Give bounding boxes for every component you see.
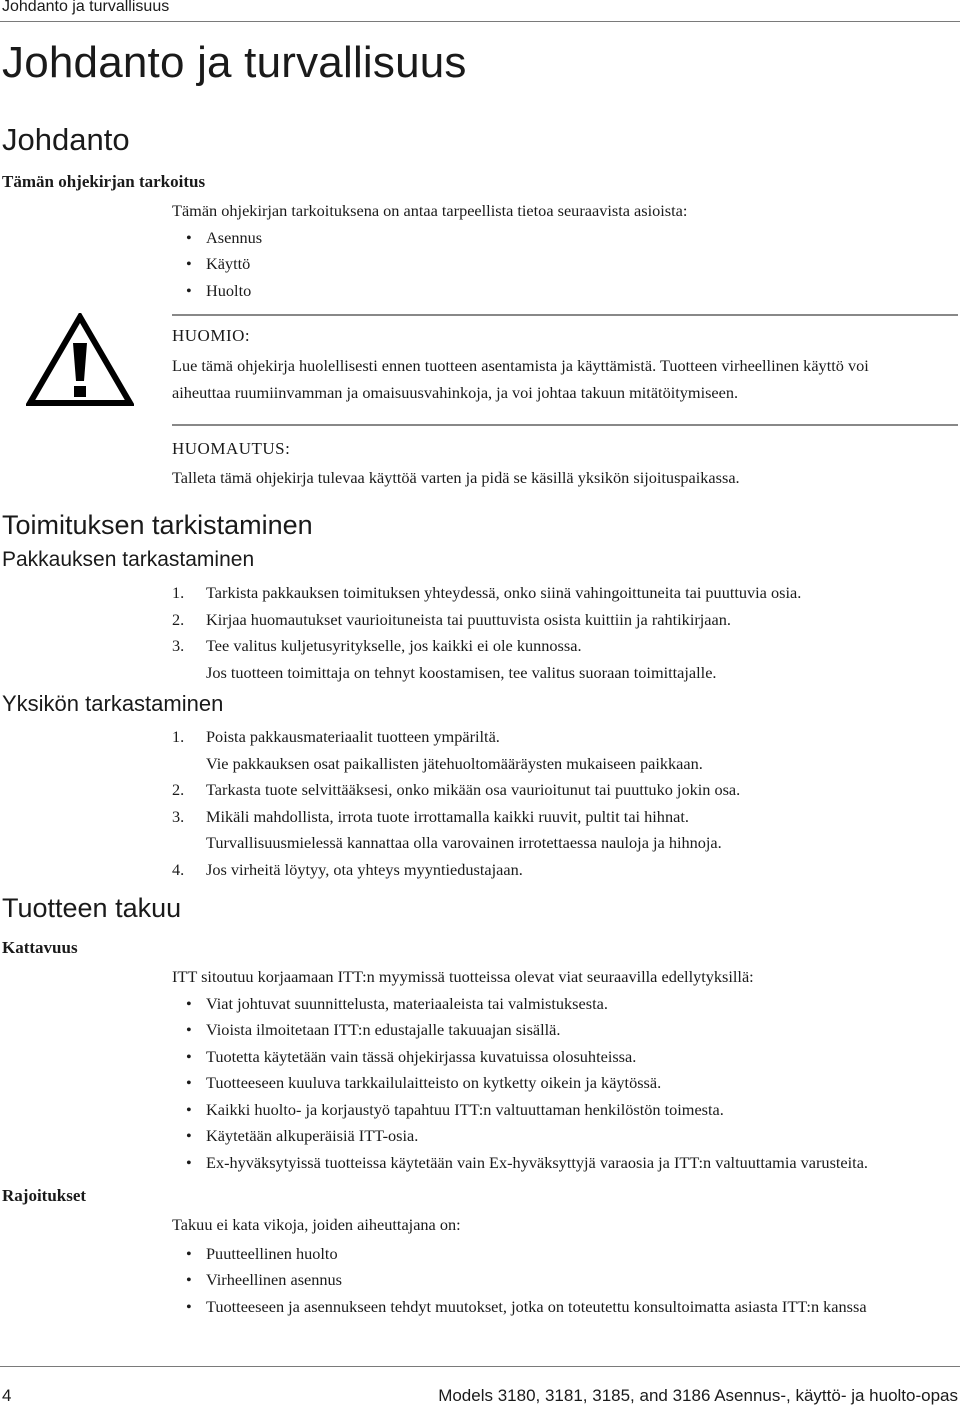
page-title: Johdanto ja turvallisuus xyxy=(2,38,467,87)
step-number: 3. xyxy=(172,806,185,826)
list-item xyxy=(172,660,958,687)
list-item xyxy=(172,580,958,607)
list-item xyxy=(172,724,958,751)
limits-list xyxy=(172,1241,958,1321)
subheading-purpose: Tämän ohjekirjan tarkoitus xyxy=(2,172,206,191)
page-number: 4 xyxy=(2,1386,12,1405)
caution-line: Lue tämä ohjekirja huolellisesti ennen tuotteen asentamista ja käyttämistä. Tuotteen virheellinen käyttö voi xyxy=(172,356,869,375)
list-item: • Puutteellinen huolto xyxy=(172,1241,958,1268)
step-text: Tarkasta tuote selvittääksesi, onko mikään osa vaurioitunut tai puuttuko jokin osa. xyxy=(206,780,741,799)
subheading-coverage: Kattavuus xyxy=(2,938,78,957)
step-number: 1. xyxy=(172,727,185,746)
limits-text: Takuu ei kata vikoja, joiden aiheuttajana on: xyxy=(172,1215,461,1234)
list-item xyxy=(172,830,958,857)
step-text: Mikäli mahdollista, irrota tuote irrottamalla kaikki ruuvit, pultit tai hihnat. xyxy=(206,806,689,826)
list-item xyxy=(172,804,958,831)
step-number: 2. xyxy=(172,609,185,629)
step-text: Kirjaa huomautukset vaurioituneista tai puuttuvista osista kuittiin ja rahtikirjaan. xyxy=(206,609,731,629)
purpose-list xyxy=(172,225,952,305)
coverage-list xyxy=(172,991,958,1177)
limits-block xyxy=(172,1212,958,1320)
step-text: Poista pakkausmateriaalit tuotteen ympäriltä. xyxy=(206,727,500,746)
step-number: 1. xyxy=(172,583,185,602)
caution-top-rule xyxy=(172,314,958,316)
note-text: Talleta tämä ohjekirja tulevaa käyttöä varten ja pidä se käsillä yksikön sijoituspaikassa. xyxy=(172,468,740,487)
step-text: Tee valitus kuljetusyritykselle, jos kaikki ei ole kunnossa. xyxy=(206,636,582,655)
list-item: • Virheellinen asennus xyxy=(172,1267,958,1294)
running-header: Johdanto ja turvallisuus xyxy=(2,0,170,15)
subheading-limits: Rajoitukset xyxy=(2,1186,87,1205)
subheading-unit: Yksikön tarkastaminen xyxy=(2,691,224,716)
header-rule xyxy=(0,21,960,22)
caution-line: aiheuttaa ruumiinvamman ja omaisuusvahinkoja, ja voi johtaa takuun mitätöitymiseen. xyxy=(172,382,739,402)
list-item: • Huolto xyxy=(172,278,952,305)
step-text: Jos virheitä löytyy, ota yhteys myyntiedustajaan. xyxy=(206,859,523,879)
list-item: • Tuotteeseen ja asennukseen tehdyt muutokset, jotka on toteutettu konsultoimatta asiasta ITT:n kanssa xyxy=(172,1294,958,1321)
subheading-package: Pakkauksen tarkastaminen xyxy=(2,548,255,571)
footer-rule xyxy=(0,1366,960,1367)
list-item: • Vioista ilmoitetaan ITT:n edustajalle takuuajan sisällä. xyxy=(172,1017,958,1044)
caution-text xyxy=(172,353,958,406)
list-item: • Viat johtuvat suunnittelusta, materiaaleista tai valmistuksesta. xyxy=(172,991,958,1018)
list-item xyxy=(172,633,958,660)
package-steps xyxy=(172,580,958,686)
note-title: HUOMAUTUS: xyxy=(172,439,291,458)
list-item: • Käytetään alkuperäisiä ITT-osia. xyxy=(172,1123,958,1150)
step-text: Jos tuotteen toimittaja on tehnyt koostamisen, tee valitus suoraan toimittajalle. xyxy=(206,662,717,682)
step-number: 4. xyxy=(172,859,185,879)
list-item: • Kaikki huolto- ja korjaustyö tapahtuu ITT:n valtuuttaman henkilöstön toimesta. xyxy=(172,1097,958,1124)
list-item xyxy=(172,777,958,804)
step-number: 3. xyxy=(172,636,185,655)
section-heading-intro: Johdanto xyxy=(2,122,130,157)
step-number: 2. xyxy=(172,780,185,799)
section-heading-delivery: Toimituksen tarkistaminen xyxy=(2,510,313,540)
step-text: Vie pakkauksen osat paikallisten jätehuoltomääräysten mukaiseen paikkaan. xyxy=(206,753,703,773)
list-item: • Käyttö xyxy=(172,251,952,278)
list-item: • Ex-hyväksytyissä tuotteissa käytetään vain Ex-hyväksyttyjä varaosia ja ITT:n valtuuttamia varusteita. xyxy=(172,1150,958,1177)
coverage-text: ITT sitoutuu korjaamaan ITT:n myymissä tuotteissa olevat viat seuraavilla edellytyksillä: xyxy=(172,967,754,986)
step-text: Tarkista pakkauksen toimituksen yhteydessä, onko siinä vahingoittuneita tai puuttuvia osia. xyxy=(206,583,802,602)
list-item xyxy=(172,857,958,884)
warning-icon xyxy=(26,313,134,407)
step-text: Turvallisuusmielessä kannattaa olla varovainen irrotettaessa nauloja ja hihnoja. xyxy=(206,833,722,852)
coverage-block xyxy=(172,964,958,1176)
purpose-text: Tämän ohjekirjan tarkoituksena on antaa tarpeellista tietoa seuraavista asioista: xyxy=(172,201,688,220)
section-heading-warranty: Tuotteen takuu xyxy=(2,893,182,923)
unit-steps xyxy=(172,724,958,883)
list-item: • Tuotteeseen kuuluva tarkkailulaitteisto on kytketty oikein ja käytössä. xyxy=(172,1070,958,1097)
caution-title: HUOMIO: xyxy=(172,326,251,345)
note-top-rule xyxy=(172,424,958,426)
list-item: • Tuotetta käytetään vain tässä ohjekirjassa kuvatuissa olosuhteissa. xyxy=(172,1044,958,1071)
list-item: • Asennus xyxy=(172,225,952,252)
list-item xyxy=(172,751,958,778)
footer-document-title: Models 3180, 3181, 3185, and 3186 Asennus-, käyttö- ja huolto-opas xyxy=(438,1386,958,1405)
purpose-block xyxy=(172,198,952,304)
list-item xyxy=(172,607,958,634)
